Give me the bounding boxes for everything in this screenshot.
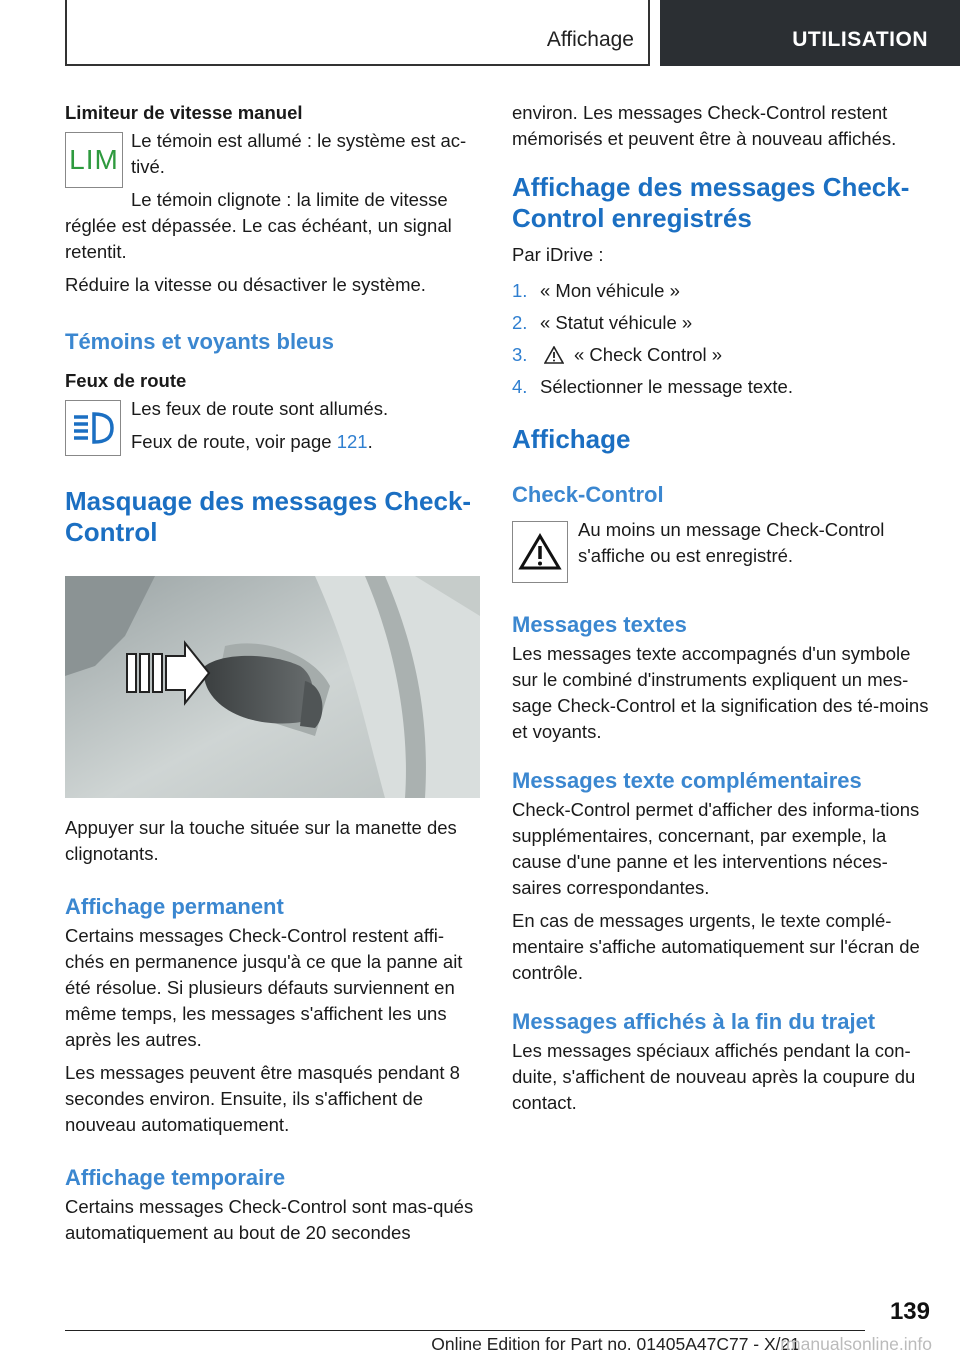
idrive-label: Par iDrive : bbox=[512, 244, 604, 265]
idrive-steps bbox=[512, 278, 930, 400]
limiter-p3: Réduire la vitesse ou désactiver le système. bbox=[65, 274, 426, 295]
highbeam-p2 bbox=[65, 429, 477, 455]
step-item bbox=[512, 310, 930, 336]
step-item bbox=[512, 374, 930, 400]
check-control-p: Au moins un message Check-Control s'affiche ou est enregistré. bbox=[578, 519, 885, 566]
permanent-heading: Affichage permanent bbox=[65, 894, 284, 919]
limiter-heading: Limiteur de vitesse manuel bbox=[65, 102, 303, 123]
text-messages-heading: Messages textes bbox=[512, 612, 687, 637]
highbeam-p2-suffix: . bbox=[367, 431, 373, 452]
limiter-p2-line1: Le témoin clignote : la limite de vitesse bbox=[131, 189, 448, 210]
extra-messages-p2: En cas de messages urgents, le texte complé‐mentaire s'affiche automatiquement sur l'écran de contrôle. bbox=[512, 910, 920, 983]
header-section-tab bbox=[660, 0, 960, 66]
highbeam-block bbox=[65, 396, 477, 458]
highbeam-heading: Feux de route bbox=[65, 370, 187, 391]
step-number: 4. bbox=[512, 376, 528, 397]
temporary-heading: Affichage temporaire bbox=[65, 1165, 286, 1190]
lim-indicator-text: LIM bbox=[69, 144, 119, 175]
step-item bbox=[512, 278, 930, 304]
header-title: Affichage bbox=[546, 28, 634, 51]
end-trip-p: Les messages spéciaux affichés pendant la con‐duite, s'affichent de nouveau après la coupure du contact. bbox=[512, 1040, 916, 1113]
limiter-p2-rest: réglée est dépassée. Le cas échéant, un signal retentit. bbox=[65, 215, 452, 262]
check-control-block bbox=[512, 517, 930, 587]
edition-text: Online Edition for Part no. 01405A47C77 - X/21 bbox=[431, 1334, 800, 1354]
step-content bbox=[540, 342, 722, 368]
left-column bbox=[65, 100, 477, 1253]
step-number: 3. bbox=[512, 344, 528, 365]
extra-messages-heading: Messages texte complémentaires bbox=[512, 768, 862, 793]
step-text[interactable]: « Check Control » bbox=[574, 344, 723, 365]
header-section-label: UTILISATION bbox=[792, 28, 928, 51]
end-trip-heading: Messages affichés à la fin du trajet bbox=[512, 1009, 876, 1034]
highbeam-p2-prefix: Feux de route, voir page bbox=[131, 431, 337, 452]
lim-indicator-icon bbox=[65, 132, 123, 188]
page-reference-link[interactable]: 121 bbox=[336, 431, 368, 452]
photo-caption: Appuyer sur la touche située sur la manette des clignotants. bbox=[65, 817, 457, 864]
high-beam-icon bbox=[65, 400, 121, 456]
display-heading: Affichage bbox=[512, 424, 631, 454]
step-text[interactable]: Sélectionner le message texte. bbox=[540, 376, 793, 397]
step-text[interactable]: « Mon véhicule » bbox=[540, 280, 680, 301]
extra-messages-p1: Check-Control permet d'afficher des informa‐tions supplémentaires, concernant, par exemple, la cause d'une panne et les interventions néces‐saires correspondantes. bbox=[512, 799, 920, 898]
blue-indicators-heading: Témoins et voyants bleus bbox=[65, 329, 334, 354]
limiter-block bbox=[65, 128, 477, 213]
warning-triangle-icon bbox=[544, 346, 564, 364]
footer-divider bbox=[65, 1330, 865, 1331]
mask-messages-heading: Masquage des messages Check-Control bbox=[65, 486, 472, 547]
page-header bbox=[0, 0, 960, 66]
text-messages-p: Les messages texte accompagnés d'un symbole sur le combiné d'instruments expliquent un mes‐sage Check-Control et la signification des té‐moins et voyants. bbox=[512, 643, 929, 742]
step-number: 1. bbox=[512, 280, 528, 301]
step-item bbox=[512, 342, 930, 368]
stored-messages-heading: Affichage des messages Check-Control enregistrés bbox=[512, 172, 910, 233]
limiter-p1: Le témoin est allumé : le système est ac‐tivé. bbox=[131, 130, 467, 177]
temporary-p1: Certains messages Check-Control sont mas‐qués automatiquement au bout de 20 secondes bbox=[65, 1196, 474, 1243]
watermark-brand: rmanualsonline.info bbox=[780, 1334, 932, 1354]
right-column bbox=[512, 100, 930, 1123]
permanent-p1: Certains messages Check-Control restent affi‐chés en permanence jusqu'à ce que la panne ait été résolue. Si plusieurs défauts surviennent en même temps, les messages s'affichent les uns après les autres. bbox=[65, 925, 463, 1050]
step-text[interactable]: « Statut véhicule » bbox=[540, 312, 693, 333]
warning-triangle-icon bbox=[512, 521, 568, 583]
check-control-heading: Check-Control bbox=[512, 482, 664, 507]
permanent-p2: Les messages peuvent être masqués pendant 8 secondes environ. Ensuite, ils s'affichent de nouveau automatiquement. bbox=[65, 1062, 460, 1135]
highbeam-p1: Les feux de route sont allumés. bbox=[131, 398, 389, 419]
header-title-box bbox=[65, 0, 650, 66]
continued-paragraph: environ. Les messages Check-Control restent mémorisés et peuvent être à nouveau affichés. bbox=[512, 102, 897, 149]
turn-signal-stalk-photo bbox=[65, 576, 480, 798]
step-number: 2. bbox=[512, 312, 528, 333]
page-number: 139 bbox=[889, 1298, 930, 1325]
